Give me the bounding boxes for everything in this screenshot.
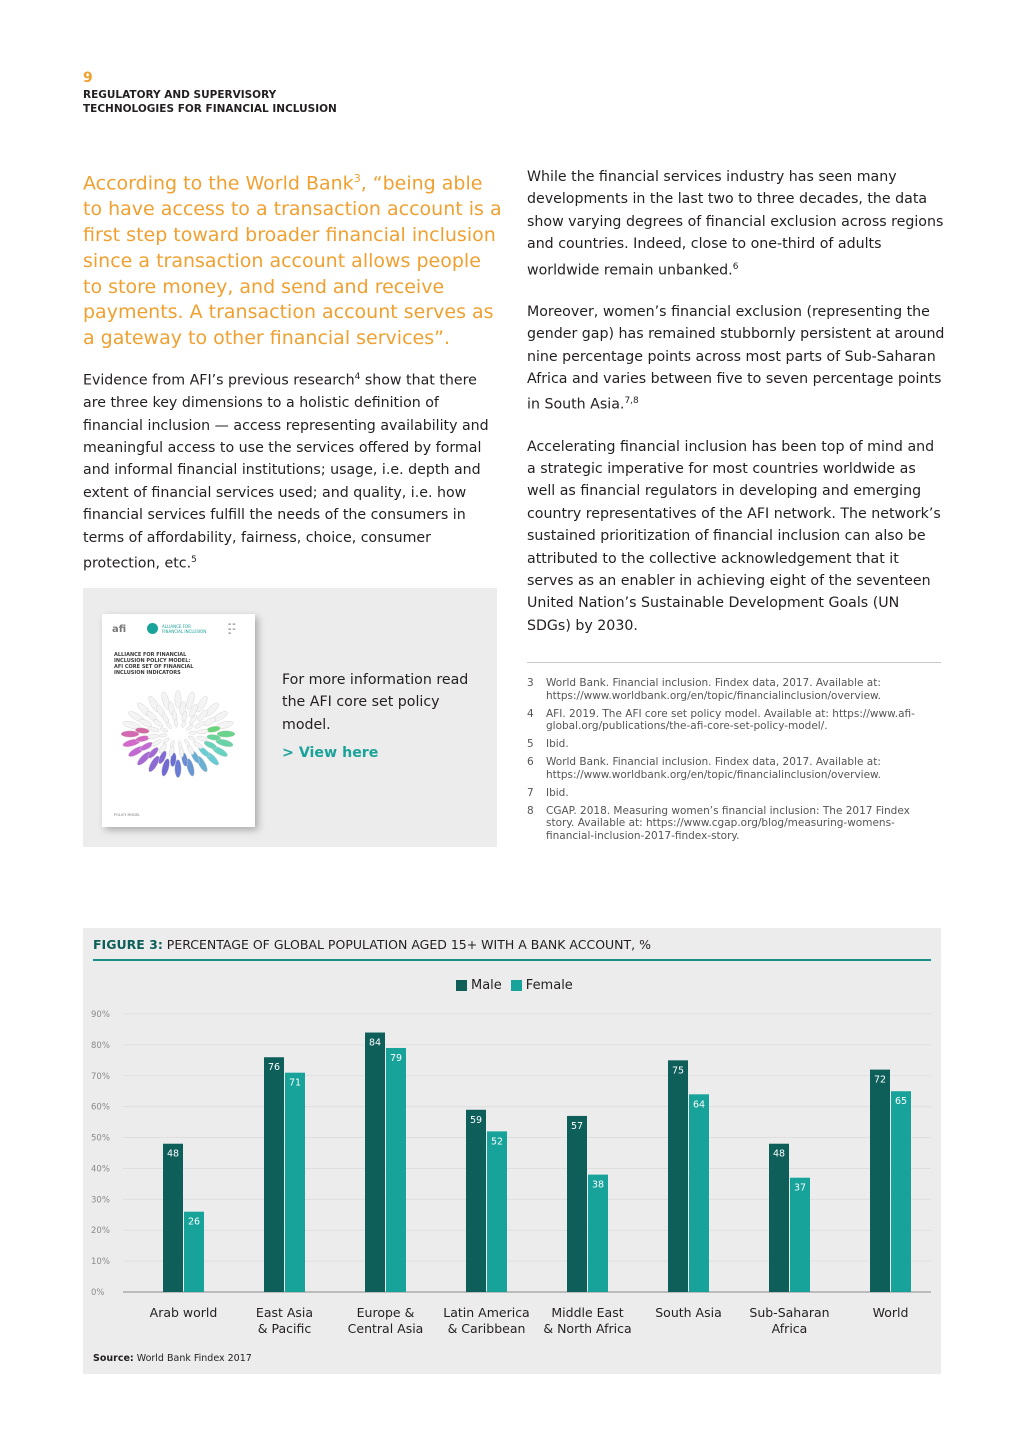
report-cover-thumbnail[interactable] (102, 614, 255, 827)
flower-petal (169, 740, 175, 749)
y-tick-label: 30% (91, 1195, 110, 1206)
y-tick-label: 0% (91, 1288, 105, 1298)
x-category-label: East Asia (255, 1305, 314, 1320)
flower-petal (188, 735, 197, 741)
bar-female (487, 1131, 507, 1292)
y-tick-label: 10% (91, 1257, 110, 1268)
legend-label-female: Female (525, 978, 573, 993)
bar-male (163, 1144, 183, 1292)
flower-petal (186, 744, 195, 756)
data-label: 59 (469, 1114, 483, 1126)
figure-3-panel (83, 928, 941, 1374)
running-head (83, 88, 337, 116)
footnote-divider (527, 662, 941, 663)
flower-petal (174, 719, 178, 727)
y-tick-label: 90% (91, 1010, 110, 1020)
body-paragraph-left (83, 366, 503, 575)
flower-petal (160, 727, 169, 733)
data-label: 48 (772, 1148, 786, 1160)
y-tick-label: 50% (91, 1133, 110, 1144)
data-label: 75 (671, 1065, 685, 1077)
y-tick-label: 80% (91, 1040, 110, 1051)
cover-title-line: INCLUSION INDICATORS (114, 670, 181, 676)
data-label: 72 (873, 1074, 887, 1086)
y-tick-label: 40% (91, 1164, 110, 1175)
x-category-label: Latin America (443, 1305, 530, 1320)
data-label: 79 (389, 1052, 403, 1064)
data-label: 84 (368, 1037, 382, 1049)
footnote-item (527, 805, 941, 843)
y-tick-label: 70% (91, 1071, 110, 1082)
x-category-label: Sub-Saharan (749, 1305, 830, 1320)
paragraph (527, 166, 945, 282)
running-head-line1: REGULATORY AND SUPERVISORY (83, 89, 277, 101)
paragraph-text-a: Evidence from AFI’s previous research (83, 372, 355, 389)
footnote-text: Ibid. (546, 738, 569, 750)
footnote-ref[interactable]: 4 (354, 372, 361, 382)
footnote-item (527, 756, 941, 781)
cover-title (114, 652, 224, 676)
x-category-label: Africa (771, 1321, 808, 1336)
flower-petal (181, 720, 187, 729)
pull-quote-text-a: According to the World Bank (83, 172, 354, 195)
footnotes-list (527, 677, 941, 848)
footnote-item (527, 708, 941, 733)
footnote-text: AFI. 2019. The AFI core set policy model. Available at: https://www.afi-global.org/publications/the-afi-core-set-policy-model/. (546, 707, 915, 732)
footnote-item (527, 787, 941, 800)
footnote-number: 3 (527, 677, 534, 689)
data-label: 65 (894, 1096, 908, 1108)
footnote-ref[interactable]: 7,8 (624, 396, 639, 407)
paragraph-text-b: show that there are three key dimensions to a holistic definition of financial inclusion — access representing availability and meaningful access to use the services offered by formal and informal financial institutions; usage, i.e. depth and extent of financial services used; and quality, i.e. how financial services fulfill the needs of the consumers in terms of affordability, fairness, choice, consumer protection, etc. (83, 372, 489, 572)
flower-petal (178, 741, 182, 749)
bar-female (285, 1073, 305, 1292)
footnote-ref[interactable]: 3 (353, 172, 361, 185)
bar-male (264, 1057, 284, 1292)
x-category-label: South Asia (655, 1305, 722, 1320)
footnote-text: Ibid. (546, 786, 569, 799)
footnote-number: 5 (527, 738, 534, 750)
flower-petal (161, 713, 170, 725)
data-label: 76 (267, 1062, 281, 1074)
bar-male (567, 1116, 587, 1292)
flower-petal (186, 724, 194, 731)
source-label: Source: (93, 1353, 134, 1364)
footnote-item (527, 738, 941, 751)
bar-female (891, 1091, 911, 1292)
flower-petal (197, 729, 209, 735)
footnote-text: World Bank. Financial inclusion. Findex data, 2017. Available at: https://www.worldbank.org/en/topic/financialinclusion/overview. (546, 756, 881, 781)
footnote-number: 7 (527, 786, 534, 799)
flower-petal (162, 737, 170, 744)
data-label: 38 (591, 1179, 605, 1191)
figure-label: FIGURE 3: (93, 937, 163, 952)
data-label: 48 (166, 1148, 180, 1160)
cover-title-line: ALLIANCE FOR FINANCIAL (114, 652, 187, 658)
data-label: 64 (692, 1099, 706, 1111)
footnote-text: CGAP. 2018. Measuring women’s financial inclusion: The 2017 Findex story. Available at: https://www.cgap.org/blog/measuring-womens-financial-inclusion-2017-findex-story. (546, 804, 910, 842)
flower-petal (148, 726, 160, 733)
paper-flower-art (110, 682, 247, 787)
legend-label-male: Male (471, 978, 502, 993)
x-category-label: & North Africa (543, 1321, 632, 1336)
figure-source (93, 1353, 252, 1364)
x-category-label: Europe & (356, 1305, 415, 1320)
bar-male (466, 1110, 486, 1292)
view-here-link[interactable]: > View here (282, 745, 379, 761)
afi-logo: afi (112, 624, 127, 635)
flower-petal (159, 733, 167, 737)
x-category-label: & Caribbean (447, 1321, 526, 1336)
callout-box (83, 588, 497, 847)
footnote-ref[interactable]: 5 (191, 554, 197, 565)
footnote-item (527, 677, 941, 702)
bar-male (668, 1060, 688, 1292)
y-tick-label: 60% (91, 1102, 110, 1113)
cover-title-line: AFI CORE SET OF FINANCIAL (114, 664, 194, 670)
footnote-ref[interactable]: 6 (732, 261, 739, 272)
body-column-right (527, 166, 945, 656)
figure-title-text: PERCENTAGE OF GLOBAL POPULATION AGED 15+ WITH A BANK ACCOUNT, % (166, 937, 651, 952)
y-tick-label: 20% (91, 1226, 110, 1237)
footnote-text: World Bank. Financial inclusion. Findex data, 2017. Available at: https://www.worldbank.org/en/topic/financialinclusion/overview. (546, 677, 881, 702)
running-head-line2: TECHNOLOGIES FOR FINANCIAL INCLUSION (83, 103, 337, 115)
paragraph (527, 301, 945, 417)
flower-petal (147, 733, 159, 739)
flower-petal (196, 735, 208, 742)
footnote-number: 4 (527, 707, 534, 720)
bar-chart (83, 928, 941, 1374)
x-category-label: Arab world (149, 1305, 218, 1320)
x-category-label: & Pacific (257, 1321, 312, 1336)
pull-quote (83, 166, 503, 352)
bar-male (870, 1070, 890, 1292)
x-category-label: World (872, 1305, 909, 1320)
x-category-label: Middle East (551, 1305, 624, 1320)
bar-male (769, 1144, 789, 1292)
cover-footer: POLICY MODEL (114, 813, 141, 817)
cover-side-text: ▬ ▬ ▬ ▬ ▬ (228, 622, 236, 635)
paragraph-text: Moreover, women’s financial exclusion (representing the gender gap) has remained stubbornly persistent at around nine percentage points across most parts of Sub-Saharan Africa and varies between five to seven percentage points in South Asia. (527, 303, 945, 414)
data-label: 57 (570, 1120, 584, 1132)
data-label: 37 (793, 1182, 807, 1194)
flower-petal (192, 740, 203, 750)
pull-quote-text-b: , “being able to have access to a transaction account is a first step toward broader financial inclusion since a transaction account allows people to store money, and send and receive payments. A transaction account serves as a gateway to other financial services”. (83, 172, 502, 350)
bar-male (365, 1033, 385, 1292)
data-label: 52 (490, 1136, 504, 1148)
x-category-label: Central Asia (347, 1321, 424, 1336)
source-text: World Bank Findex 2017 (136, 1353, 252, 1364)
data-label: 26 (187, 1216, 201, 1228)
bar-female (588, 1175, 608, 1292)
footnote-number: 8 (527, 804, 534, 817)
callout-text: For more information read the AFI core set policy model. (282, 672, 469, 733)
cover-logo-subtext: ALLIANCE FOR FINANCIAL INCLUSION (162, 624, 207, 634)
paragraph-text: While the financial services industry has seen many developments in the last two to three decades, the data show varying degrees of financial exclusion across regions and countries. Indeed, close to one-third of adults worldwide remain unbanked. (527, 169, 944, 279)
bar-female (790, 1178, 810, 1292)
footnote-number: 6 (527, 756, 534, 768)
data-label: 71 (288, 1077, 302, 1089)
flower-petal (152, 718, 163, 728)
page-number: 9 (83, 70, 93, 86)
flower-petal (189, 730, 197, 734)
paragraph: Accelerating financial inclusion has been top of mind and a strategic imperative for most countries worldwide as well as financial regulators in developing and emerging country representatives of the AFI network. The network’s sustained prioritization of financial inclusion can also be attributed to the collective acknowledgement that it serves as an enabler in achieving eight of the seventeen United Nation’s Sustainable Development Goals (UN SDGs) by 2030. (527, 438, 941, 634)
afi-badge-icon (147, 623, 158, 634)
cover-title-line: INCLUSION POLICY MODEL: (114, 658, 191, 664)
bar-female (386, 1048, 406, 1292)
bar-female (689, 1094, 709, 1292)
